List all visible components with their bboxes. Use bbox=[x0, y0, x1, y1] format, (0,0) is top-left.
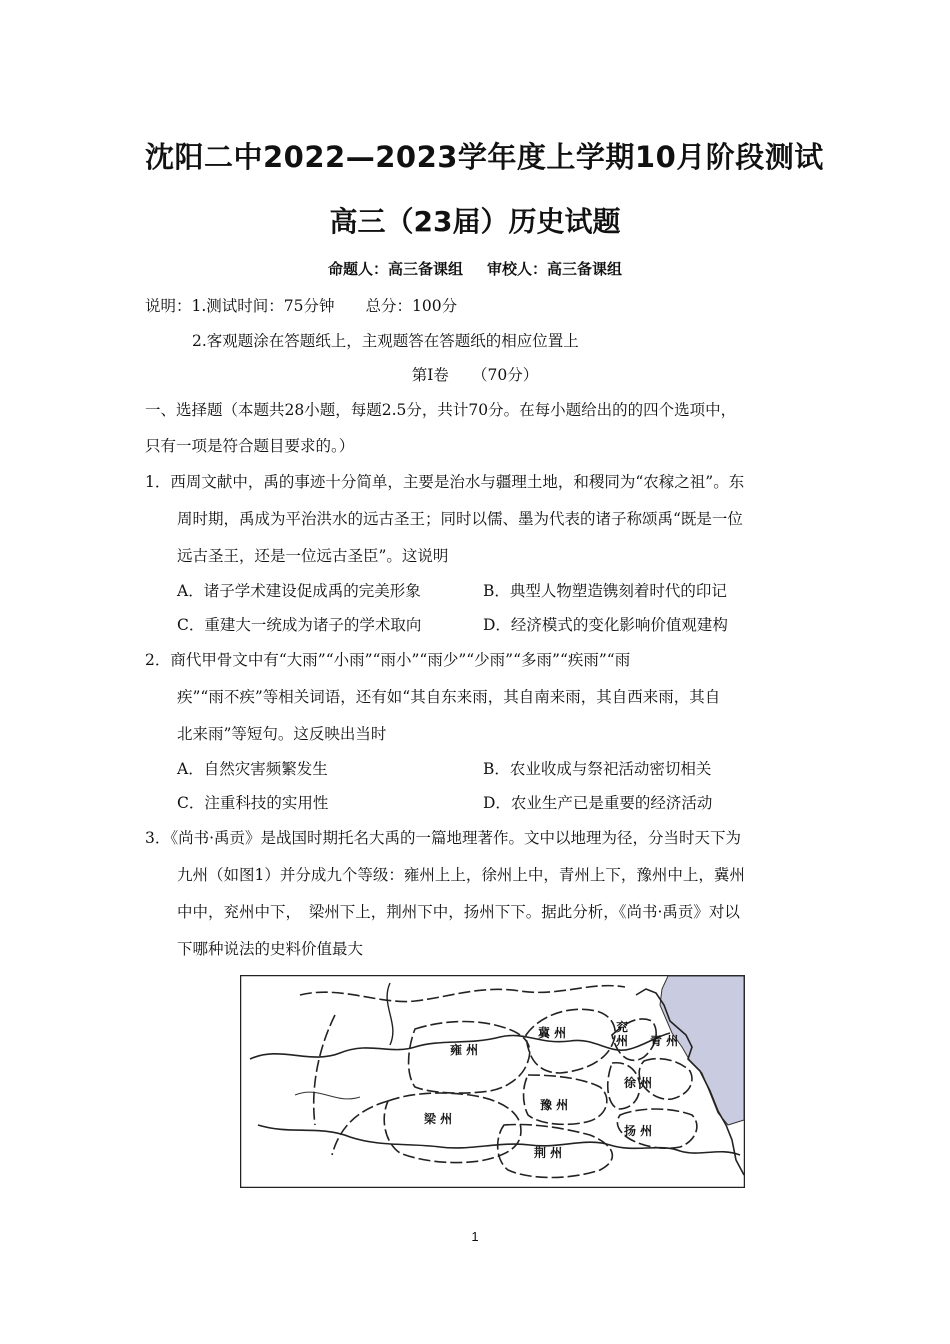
map-label-liang: 梁 州 bbox=[424, 1112, 453, 1126]
map-label-yan-1: 兖 bbox=[616, 1020, 629, 1034]
question-1-line-2: 周时期，禹成为平治洪水的远古圣王；同时以儒、墨为代表的诸子称颂禹“既是一位 bbox=[177, 510, 743, 528]
question-2-option-d: D．农业生产已是重要的经济活动 bbox=[483, 794, 713, 812]
section-title: 第Ⅰ卷 （70分） bbox=[411, 366, 539, 384]
reviewer-label: 审校人：高三备课组 bbox=[487, 260, 623, 278]
section-intro-2: 只有一项是符合题目要求的。） bbox=[145, 437, 355, 455]
section-intro-1: 一、选择题（本题共28小题，每题2.5分，共计70分。在每小题给出的的四个选项中， bbox=[145, 401, 737, 419]
map-label-qing: 青 州 bbox=[650, 1034, 679, 1048]
question-2-option-c: C．注重科技的实用性 bbox=[177, 794, 329, 812]
exam-title-line1: 沈阳二中2022—2023学年度上学期10月阶段测试 bbox=[145, 140, 824, 174]
map-label-jing: 荆 州 bbox=[534, 1146, 563, 1160]
map-label-yang: 扬 州 bbox=[624, 1124, 653, 1138]
map-label-yan-2: 州 bbox=[616, 1034, 629, 1048]
question-2-line-2: 疾”“雨不疾”等相关词语，还有如“其自东来雨，其自南来雨，其自西来雨，其自 bbox=[177, 688, 721, 706]
question-2-option-a: A．自然灾害频繁发生 bbox=[177, 760, 328, 778]
map-label-yu: 豫 州 bbox=[540, 1098, 569, 1112]
question-3-line-4: 下哪种说法的史料价值最大 bbox=[177, 940, 364, 958]
map-label-yong: 雍 州 bbox=[450, 1043, 479, 1057]
question-1-option-d: D．经济模式的变化影响价值观建构 bbox=[483, 616, 728, 634]
author-label: 命题人：高三备课组 bbox=[327, 260, 463, 278]
page-number: 1 bbox=[471, 1229, 479, 1244]
question-1-line-1: 1．西周文献中，禹的事迹十分简单，主要是治水与疆理土地，和稷同为“农稼之祖”。东 bbox=[145, 473, 745, 491]
map-label-xu: 徐 州 bbox=[624, 1076, 653, 1090]
question-2-line-3: 北来雨”等短句。这反映出当时 bbox=[177, 725, 387, 743]
question-2-line-1: 2．商代甲骨文中有“大雨”“小雨”“雨小”“雨少”“少雨”“多雨”“疾雨”“雨 bbox=[145, 651, 631, 669]
question-2-option-b: B．农业收成与祭祀活动密切相关 bbox=[483, 760, 712, 778]
question-1-option-a: A．诸子学术建设促成禹的完美形象 bbox=[177, 582, 421, 600]
exam-title-line2: 高三（23届）历史试题 bbox=[329, 205, 621, 238]
author-line bbox=[0, 258, 950, 279]
map-svg bbox=[240, 975, 745, 1188]
question-1-option-b: B．典型人物塑造镌刻着时代的印记 bbox=[483, 582, 727, 600]
question-1-line-3: 远古圣王，还是一位远古圣臣”。这说明 bbox=[177, 547, 449, 565]
question-1-option-c: C．重建大一统成为诸子的学术取向 bbox=[177, 616, 422, 634]
nine-provinces-map bbox=[240, 975, 745, 1188]
question-3-line-2: 九州（如图1）并分成九个等级：雍州上上，徐州上中，青州上下，豫州中上，冀州 bbox=[177, 866, 745, 884]
instruction-line-2: 2.客观题涂在答题纸上，主观题答在答题纸的相应位置上 bbox=[192, 332, 579, 350]
instruction-line-1: 说明：1.测试时间：75分钟 总分：100分 bbox=[145, 297, 458, 315]
question-3-line-1: 3．《尚书·禹贡》是战国时期托名大禹的一篇地理著作。文中以地理为径，分当时天下为 bbox=[145, 829, 742, 847]
map-label-ji: 冀 州 bbox=[538, 1026, 567, 1040]
question-3-line-3: 中中，兖州中下， 梁州下上，荆州下中，扬州下下。据此分析，《尚书·禹贡》对以 bbox=[177, 903, 740, 921]
